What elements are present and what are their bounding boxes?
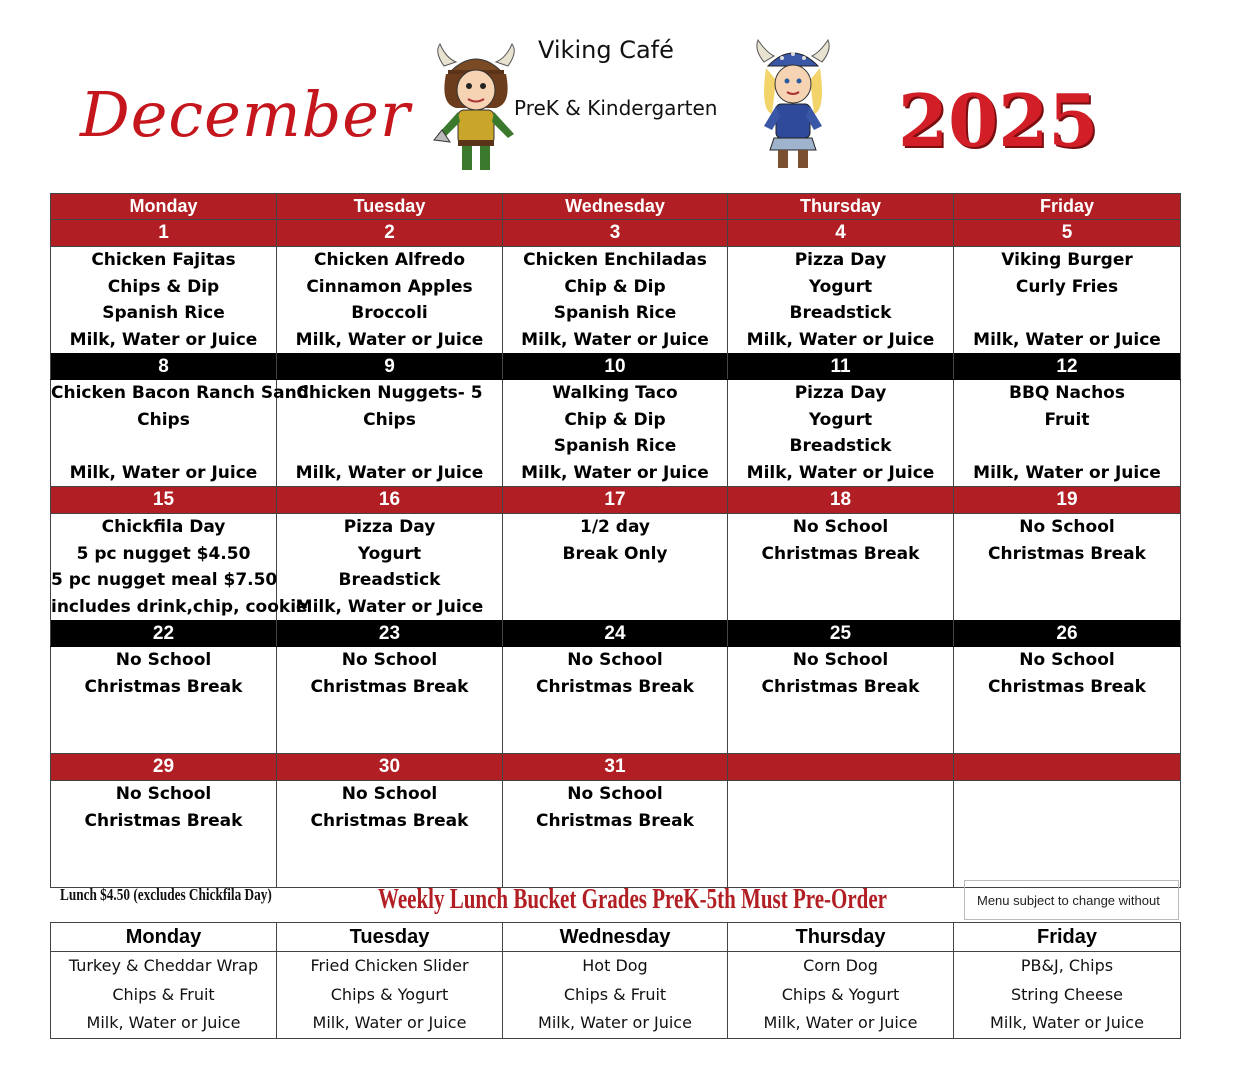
menu-item: Yogurt <box>808 409 873 430</box>
menu-item: Chips <box>137 409 190 430</box>
bucket-item: Fried Chicken Slider <box>310 956 469 975</box>
day-menu <box>51 247 277 354</box>
bucket-item: PB&J, Chips <box>1020 956 1114 975</box>
menu-item: No School <box>1019 650 1115 670</box>
menu-item: Chips <box>363 409 416 430</box>
grade-label: PreK & Kindergarten <box>514 96 718 120</box>
bucket-item: Corn Dog <box>803 956 878 975</box>
viking-boy-icon <box>430 44 522 178</box>
day-menu <box>728 514 954 621</box>
weekday-header: Thursday <box>728 194 954 220</box>
date-row <box>51 354 1181 380</box>
menu-item: Milk, Water or Juice <box>295 329 484 350</box>
menu-item: Chicken Nuggets- 5 <box>296 383 483 403</box>
day-menu <box>728 247 954 354</box>
menu-row <box>51 380 1181 487</box>
bucket-day-header: Monday <box>51 923 277 952</box>
menu-item: No School <box>341 784 438 804</box>
date-number: 16 <box>277 487 503 514</box>
menu-item: Milk, Water or Juice <box>295 462 484 483</box>
menu-item: Chicken Fajitas <box>91 250 236 270</box>
menu-item: Breadstick <box>789 436 892 456</box>
menu-item: Milk, Water or Juice <box>973 329 1161 350</box>
menu-item: No School <box>1019 517 1115 537</box>
menu-item <box>728 700 953 727</box>
menu-item <box>954 700 1180 727</box>
menu-item: Christmas Break <box>761 676 920 697</box>
menu-item <box>954 433 1180 460</box>
day-menu <box>503 380 728 487</box>
menu-row <box>51 514 1181 621</box>
date-number: 31 <box>503 754 728 781</box>
menu-item: Chicken Alfredo <box>313 250 466 270</box>
menu-item: Breadstick <box>789 303 892 323</box>
monthly-menu-calendar <box>50 193 1181 888</box>
date-number: 26 <box>954 621 1181 647</box>
weekday-header: Wednesday <box>503 194 728 220</box>
date-row <box>51 754 1181 781</box>
bucket-day-menu <box>503 952 728 1039</box>
date-number: 8 <box>51 354 277 380</box>
weekday-header: Tuesday <box>277 194 503 220</box>
day-menu <box>728 380 954 487</box>
menu-item <box>728 594 953 621</box>
menu-item <box>503 567 727 594</box>
menu-item: No School <box>567 650 663 670</box>
day-menu <box>954 647 1181 754</box>
menu-item: Christmas Break <box>761 543 920 564</box>
menu-item: Christmas Break <box>310 676 469 697</box>
menu-item: Walking Taco <box>552 383 678 403</box>
menu-item <box>51 433 276 460</box>
menu-item: No School <box>567 784 663 804</box>
menu-row <box>51 781 1181 888</box>
menu-item: No School <box>115 784 212 804</box>
date-number: 29 <box>51 754 277 781</box>
menu-item: Milk, Water or Juice <box>69 329 258 350</box>
date-number <box>728 754 954 781</box>
menu-item: 5 pc nugget meal $7.50 <box>51 570 278 590</box>
bucket-item: Milk, Water or Juice <box>312 1013 467 1032</box>
bucket-item: Chips & Yogurt <box>330 984 449 1004</box>
menu-item: Chip & Dip <box>564 409 666 430</box>
menu-change-disclaimer: Menu subject to change without <box>964 880 1179 920</box>
weekday-header: Monday <box>51 194 277 220</box>
lunch-bucket-table <box>50 922 1181 1039</box>
date-row <box>51 487 1181 514</box>
day-menu <box>728 781 954 888</box>
date-number <box>954 754 1181 781</box>
menu-item: Milk, Water or Juice <box>746 329 935 350</box>
menu-item: No School <box>792 650 889 670</box>
menu-item: Milk, Water or Juice <box>521 462 709 483</box>
menu-item: Milk, Water or Juice <box>521 329 709 350</box>
menu-item <box>503 727 727 754</box>
menu-item <box>954 567 1180 594</box>
menu-item: Chickfila Day <box>101 517 226 537</box>
date-number: 3 <box>503 220 728 247</box>
menu-item <box>728 567 953 594</box>
menu-item <box>728 808 953 835</box>
bucket-day-header: Wednesday <box>503 923 728 952</box>
date-number: 5 <box>954 220 1181 247</box>
menu-item: Chips & Dip <box>107 276 220 297</box>
year-title: 2025 <box>898 78 1099 163</box>
menu-item <box>954 594 1180 621</box>
menu-item <box>51 834 276 861</box>
bucket-item: Chips & Fruit <box>112 984 215 1004</box>
bucket-item: Milk, Water or Juice <box>990 1013 1144 1032</box>
menu-item: Chicken Bacon Ranch Sand <box>51 383 309 403</box>
day-menu <box>277 380 503 487</box>
date-number: 1 <box>51 220 277 247</box>
menu-item <box>51 700 276 727</box>
day-menu <box>51 380 309 487</box>
menu-item <box>954 727 1180 754</box>
date-number: 12 <box>954 354 1181 380</box>
bucket-day-menu <box>954 952 1181 1039</box>
date-number: 11 <box>728 354 954 380</box>
date-number: 19 <box>954 487 1181 514</box>
menu-item: Christmas Break <box>536 676 694 697</box>
bucket-day-menu <box>51 952 277 1039</box>
weekday-header-row <box>51 194 1181 220</box>
day-menu <box>277 781 503 888</box>
menu-item: Christmas Break <box>988 543 1146 564</box>
menu-item: No School <box>115 650 212 670</box>
day-menu <box>503 781 728 888</box>
weekday-header: Friday <box>954 194 1181 220</box>
bucket-day-header: Thursday <box>728 923 954 952</box>
cafe-name: Viking Café <box>538 36 674 64</box>
menu-item <box>277 700 502 727</box>
menu-row <box>51 647 1181 754</box>
bucket-item: Turkey & Cheddar Wrap <box>68 956 259 975</box>
menu-item: Pizza Day <box>794 383 887 403</box>
menu-item: No School <box>792 517 889 537</box>
day-menu <box>51 514 308 621</box>
bucket-item: Milk, Water or Juice <box>86 1013 241 1032</box>
menu-item: Spanish Rice <box>102 303 225 323</box>
date-number: 9 <box>277 354 503 380</box>
bucket-day-menu <box>728 952 954 1039</box>
lunch-price-note: Lunch $4.50 (excludes Chickfila Day) <box>60 885 272 904</box>
bucket-items-row <box>51 952 1181 1039</box>
menu-item <box>503 834 727 861</box>
bucket-item: Milk, Water or Juice <box>538 1013 692 1032</box>
menu-item: Milk, Water or Juice <box>746 462 935 483</box>
date-number: 24 <box>503 621 728 647</box>
day-menu <box>503 647 728 754</box>
day-menu <box>503 247 728 354</box>
menu-item: Chicken Enchiladas <box>523 250 707 270</box>
menu-item: Christmas Break <box>84 676 243 697</box>
bucket-day-header: Tuesday <box>277 923 503 952</box>
menu-item <box>954 834 1180 861</box>
menu-item <box>51 861 276 888</box>
date-number: 10 <box>503 354 728 380</box>
menu-item <box>503 594 727 621</box>
day-menu <box>51 781 277 888</box>
day-menu <box>503 514 728 621</box>
date-number: 15 <box>51 487 277 514</box>
menu-item <box>954 808 1180 835</box>
menu-item: Cinnamon Apples <box>306 276 473 297</box>
lunch-bucket-title: Weekly Lunch Bucket Grades PreK-5th Must Pre-Order <box>378 884 888 915</box>
day-menu <box>954 781 1181 888</box>
menu-item: Christmas Break <box>536 810 694 831</box>
menu-item: 1/2 day <box>580 517 650 537</box>
day-menu <box>51 647 277 754</box>
bucket-item: Chips & Fruit <box>563 984 667 1004</box>
menu-item: Chip & Dip <box>564 276 666 297</box>
bucket-item: Hot Dog <box>582 956 648 975</box>
date-number: 23 <box>277 621 503 647</box>
month-title: December <box>80 78 411 151</box>
date-number: 17 <box>503 487 728 514</box>
bucket-item: String Cheese <box>1010 984 1123 1004</box>
menu-item <box>954 781 1180 808</box>
day-menu <box>954 247 1181 354</box>
menu-item: Pizza Day <box>794 250 887 270</box>
menu-item: No School <box>341 650 438 670</box>
date-number: 30 <box>277 754 503 781</box>
menu-item <box>954 300 1180 327</box>
day-menu <box>277 647 503 754</box>
menu-item: Break Only <box>562 543 668 564</box>
menu-item <box>277 433 502 460</box>
date-number: 22 <box>51 621 277 647</box>
date-number: 25 <box>728 621 954 647</box>
menu-item: Christmas Break <box>84 810 243 831</box>
menu-item <box>728 781 953 808</box>
bucket-item: Chips & Yogurt <box>781 984 900 1004</box>
menu-item: includes drink,chip, cookie <box>51 596 308 617</box>
menu-item: BBQ Nachos <box>1009 383 1125 403</box>
date-number: 2 <box>277 220 503 247</box>
menu-item <box>728 727 953 754</box>
bucket-day-header: Friday <box>954 923 1181 952</box>
menu-item: Pizza Day <box>343 517 436 537</box>
day-menu <box>728 647 954 754</box>
day-menu <box>277 247 503 354</box>
day-menu <box>954 380 1181 487</box>
menu-item <box>728 834 953 861</box>
menu-item: Viking Burger <box>1001 250 1133 270</box>
menu-item: Milk, Water or Juice <box>69 462 258 483</box>
menu-item <box>277 727 502 754</box>
menu-item <box>277 834 502 861</box>
day-menu <box>954 514 1181 621</box>
bucket-header-row <box>51 923 1181 952</box>
menu-item: Breadstick <box>338 570 441 590</box>
menu-item: Fruit <box>1044 409 1090 430</box>
menu-item: Milk, Water or Juice <box>973 462 1161 483</box>
menu-item: Milk, Water or Juice <box>295 596 484 617</box>
viking-girl-icon <box>752 40 834 174</box>
menu-item: Christmas Break <box>310 810 469 831</box>
menu-item: Yogurt <box>357 543 422 564</box>
menu-row <box>51 247 1181 354</box>
date-number: 4 <box>728 220 954 247</box>
menu-item: Spanish Rice <box>553 436 677 456</box>
date-row <box>51 621 1181 647</box>
date-row <box>51 220 1181 247</box>
menu-item <box>503 700 727 727</box>
menu-item: Yogurt <box>808 276 873 297</box>
menu-item: Curly Fries <box>1015 276 1119 297</box>
menu-item: Broccoli <box>351 303 428 323</box>
date-number: 18 <box>728 487 954 514</box>
bucket-item: Milk, Water or Juice <box>763 1013 918 1032</box>
menu-item: Spanish Rice <box>553 303 677 323</box>
day-menu <box>277 514 503 621</box>
menu-item <box>51 727 276 754</box>
menu-item: Christmas Break <box>988 676 1146 697</box>
menu-item: 5 pc nugget $4.50 <box>76 543 251 564</box>
bucket-day-menu <box>277 952 503 1039</box>
